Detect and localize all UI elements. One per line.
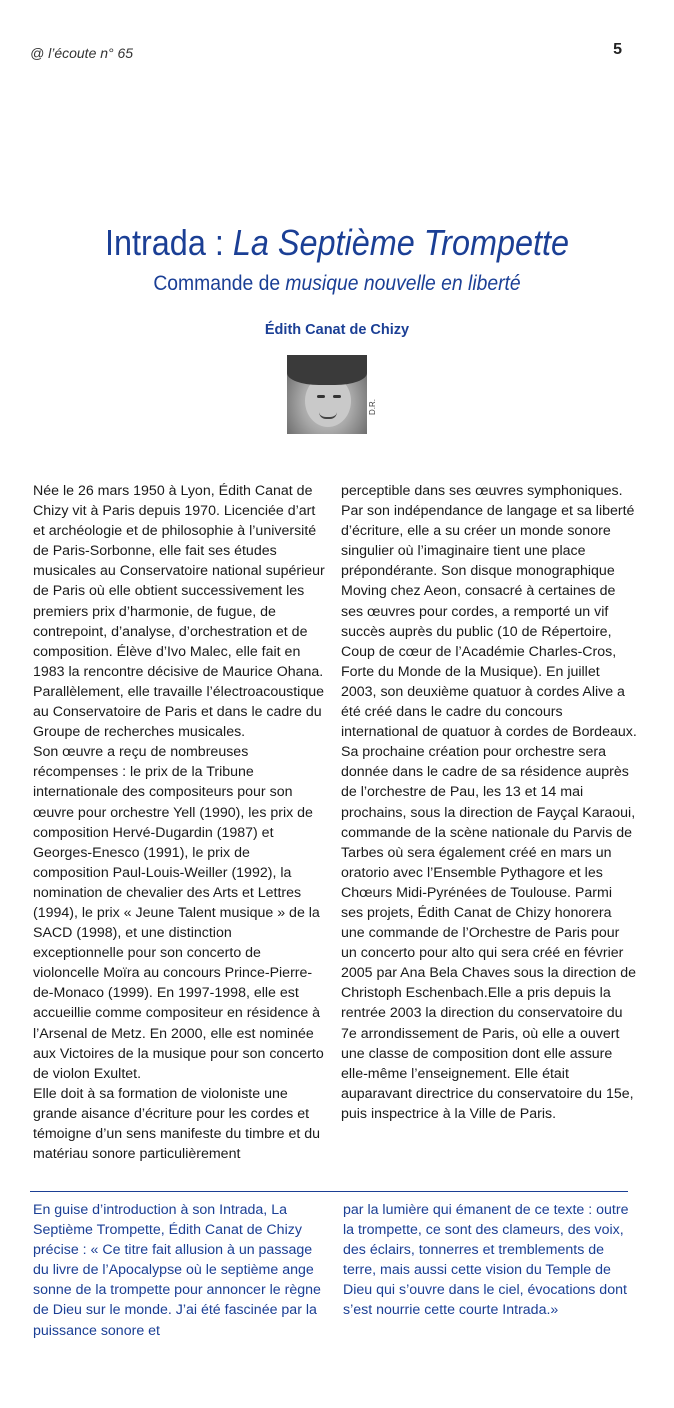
subtitle-prefix: Commande de [153,272,286,295]
subtitle-italic: musique nouvelle en liberté [285,272,521,295]
title-prefix: Intrada : [104,222,233,263]
portrait-eye-left [317,395,325,398]
body-left-paragraph-3: Elle doit à sa formation de violoniste une grande aisance d’écriture pour les cordes et témoigne d’un sens manifeste du timbre et du matériau sonore particulièrement [33,1085,321,1163]
intro-quote-right: par la lumière qui émanent de ce texte : outre la trompette, ce sont des clameurs, des voix, des éclairs, tonnerres et tremblements de terre, mais aussi cette vision du Temple de Dieu qui s’ouvre dans le ciel, évocations dont s’est nourrie cette courte Intrada.» [343,1202,629,1319]
body-left-paragraph-1: Née le 26 mars 1950 à Lyon, Édith Canat de Chizy vit à Paris depuis 1970. Licenciée d’art et archéologie et de philosophie à l’université de Paris-Sorbonne, elle fait ses études musicales au Conservatoire national supérieur de Paris où elle obtient successivement les premiers prix d’harmonie, de fugue, de contrepoint, d’analyse, d’orchestration et de composition. Élève d’Ivo Malec, elle fait en 1983 la rencontre décisive de Maurice Ohana. Parallèlement, elle travaille l’électroacoustique au Conservatoire de Paris et dans le cadre du Groupe de recherches musicales. [33,483,325,741]
author-name: Édith Canat de Chizy [264,322,410,338]
photo-credit: D.R. [368,399,377,415]
portrait-eye-right [333,395,341,398]
page-number: 5 [613,41,622,58]
portrait-hair [287,355,367,385]
body-right-paragraph-1: perceptible dans ses œuvres symphoniques. Par son indépendance de langage et sa liberté d’écriture, elle a su créer un monde sonore singulier où l’imaginaire tient une place prépondérante. Son disque monographique Moving chez Aeon, consacré à certaines de ses œuvres pour cordes, a remporté un vif succès auprès du public (10 de Répertoire, Coup de cœur de l’Académie Charles-Cros, Forte du Monde de la Musique). En juillet 2003, son deuxième quatuor à cordes Alive a été créé dans le cadre du concours international de quatuor à cordes de Bordeaux. Sa prochaine création pour orchestre sera donnée dans le cadre de sa résidence auprès de l’orchestre de Pau, les 13 et 14 mai prochains, sous la direction de Fayçal Karaoui, commande de la scène nationale du Parvis de Tarbes où sera également créé en mars un oratorio avec l’Ensemble Pythagore et les Chœurs Midi-Pyrénées de Toulouse. Parmi ses projets, Édith Canat de Chizy honorera une commande de l’Orchestre de Paris pour un concerto pour alto qui sera créé en février 2005 par Ana Bela Chaves sous la direction de Christoph Eschenbach.Elle a pris depuis la rentrée 2003 la direction du conservatoire du 7e arrondissement de Paris, où elle a ouvert une classe de composition dont elle assure elle-même l’enseignement. Elle était auparavant directrice du conservatoire du 15e, puis inspectrice à la Ville de Paris. [341,483,637,1122]
intro-quote-left: En guise d’introduction à son Intrada, La Septième Trompette, Édith Canat de Chizy précise : « Ce titre fait allusion à un passage du livre de l’Apocalypse où le septième ange sonne de la trompette pour annoncer le règne de Dieu sur le monde. J’ai été fascinée par la puissance sonore et [33,1202,321,1339]
body-left-paragraph-2: Son œuvre a reçu de nombreuses récompenses : le prix de la Tribune internationale des compositeurs pour son œuvre pour orchestre Yell (1990), les prix de composition Hervé-Dugardin (1987) et Georges-Enesco (1991), le prix de composition Paul-Louis-Weiller (1992), la nomination de chevalier des Arts et Lettres (1994), le prix « Jeune Talent musique » de la SACD (1998), et une distinction exceptionnelle pour son concerto de violoncelle Moïra au concours Prince-Pierre-de-Monaco (1999). En 1997-1998, elle est accueillie comme compositeur en résidence à l’Arsenal de Metz. En 2000, elle est nominée aux Victoires de la musique pour son concerto de violon Exultet. [33,744,324,1082]
magazine-issue-header: @ l’écoute n° 65 [30,45,134,61]
body-column-right [341,481,637,1124]
article-title [34,222,641,264]
section-divider [30,1191,628,1192]
author-portrait [287,355,367,434]
body-column-left [33,481,325,1164]
title-italic: La Septième Trompette [232,222,570,263]
article-subtitle [27,272,647,296]
